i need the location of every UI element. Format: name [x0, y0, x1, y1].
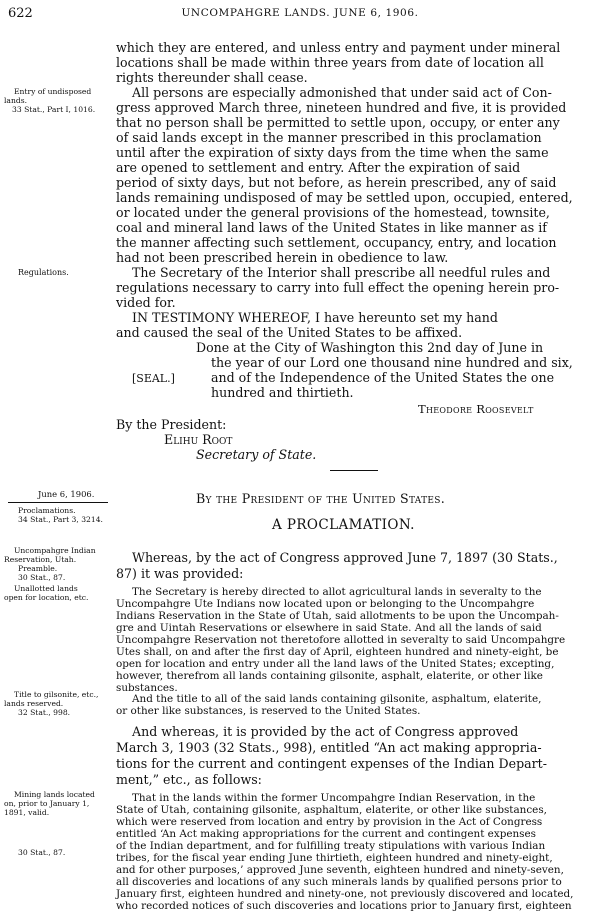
margin-note: 1891, valid. — [4, 808, 50, 817]
secretary-name: Elihu Root — [164, 432, 233, 447]
margin-note: lands. — [4, 96, 28, 105]
margin-note: Title to gilsonite, etc., — [14, 690, 99, 699]
running-header — [8, 6, 592, 24]
quote-line: State of Utah, containing gilsonite, asphaltum, elaterite, or other like substances, — [116, 804, 547, 816]
body-line: vided for. — [116, 295, 176, 310]
margin-citation: 30 Stat., 87. — [18, 573, 66, 582]
body-line: The Secretary of the Interior shall prescribe all needful rules and — [132, 265, 551, 280]
body-line: which they are entered, and unless entry and payment under mineral — [116, 40, 561, 55]
page-number: 622 — [8, 6, 33, 21]
quote-line: Utes shall, on and after the first day of April, eighteen hundred and ninety-eight, be — [116, 646, 559, 658]
margin-note: Entry of undisposed — [14, 87, 92, 96]
quote-line: all discoveries and locations of any such minerals lands by qualified persons prior to — [116, 876, 562, 888]
running-head-title: UNCOMPAHGRE LANDS. JUNE 6, 1906. — [181, 7, 419, 19]
whereas-line: 87) it was provided: — [116, 566, 244, 581]
body-line: are opened to settlement and entry. After the expiration of said — [116, 160, 521, 175]
margin-date: June 6, 1906. — [38, 489, 95, 499]
body-line: that no person shall be permitted to settle upon, occupy, or enter any — [116, 115, 560, 130]
body-line: coal and mineral land laws of the United States in like manner as if — [116, 220, 547, 235]
margin-note: Preamble. — [18, 564, 58, 573]
section-divider — [330, 470, 378, 471]
margin-citation: 33 Stat., Part I, 1016. — [12, 105, 96, 114]
body-line: lands remaining undisposed of may be settled upon, occupied, entered, — [116, 190, 573, 205]
margin-note: open for location, etc. — [4, 593, 89, 602]
body-line: period of sixty days, but not before, as herein prescribed, any of said — [116, 175, 557, 190]
margin-note: Reservation, Utah. — [4, 555, 77, 564]
margin-note: Proclamations. — [18, 506, 76, 515]
whereas-line: And whereas, it is provided by the act of Congress approved — [132, 724, 519, 739]
body-line: or located under the general provisions of the homestead, townsite, — [116, 205, 550, 220]
seal-mark: [SEAL.] — [132, 372, 175, 385]
body-line: gress approved March three, nineteen hundred and five, it is provided — [116, 100, 567, 115]
secretary-title: Secretary of State. — [196, 447, 317, 462]
body-line: until after the expiration of sixty days from the time when the same — [116, 145, 549, 160]
whereas-line: ment,” etc., as follows: — [116, 772, 262, 787]
quote-line: January first, eighteen hundred and ninety-one, not previously discovered and located, — [116, 888, 574, 900]
quote-line: Uncompahgre Ute Indians now located upon or belonging to the Uncompahgre — [116, 598, 535, 610]
body-line: of said lands except in the manner prescribed in this proclamation — [116, 130, 542, 145]
body-line: All persons are especially admonished that under said act of Con- — [132, 85, 552, 100]
quote-line: and for other purposes,’ approved June seventh, eighteen hundred and ninety-seven, — [116, 864, 564, 876]
signature-roosevelt: Theodore Roosevelt — [418, 402, 534, 416]
quote-line: entitled ‘An Act making appropriations for the current and contingent expenses — [116, 828, 536, 840]
body-line: and caused the seal of the United States to be affixed. — [116, 325, 463, 340]
whereas-line: Whereas, by the act of Congress approved June 7, 1897 (30 Stats., — [132, 550, 558, 565]
quote-line: That in the lands within the former Uncompahgre Indian Reservation, in the — [132, 792, 536, 804]
done-at-line: hundred and thirtieth. — [211, 385, 354, 400]
margin-note: Mining lands located — [14, 790, 95, 799]
quote-line: substances. — [116, 682, 178, 694]
by-the-president: By the President: — [116, 417, 227, 432]
quote-line: of the Indian department, and for fulfilling treaty stipulations with various Indian — [116, 840, 546, 852]
margin-note: Uncompahgre Indian — [14, 546, 96, 555]
quote-line: And the title to all of the said lands containing gilsonite, asphaltum, elaterite, — [132, 693, 542, 705]
quote-line: tribes, for the fiscal year ending June thirtieth, eighteen hundred and ninety-eight, — [116, 852, 553, 864]
margin-note: Regulations. — [18, 268, 69, 277]
quote-line: gre and Uintah Reservations or elsewhere in said State. And all the lands of said — [116, 622, 542, 634]
quote-line: however, therefrom all lands containing gilsonite, asphalt, elaterite, or other like — [116, 670, 543, 682]
body-line: regulations necessary to carry into full effect the opening herein pro- — [116, 280, 560, 295]
done-at-line: Done at the City of Washington this 2nd day of June in — [196, 340, 544, 355]
margin-note: lands reserved. — [4, 699, 64, 708]
whereas-line: March 3, 1903 (32 Stats., 998), entitled “An act making appropria- — [116, 740, 542, 755]
quote-line: Uncompahgre Reservation not theretofore allotted in severalty to said Uncompahgre — [116, 634, 566, 646]
done-at-line: and of the Independence of the United States the one — [211, 370, 555, 385]
quote-line: who recorded notices of such discoveries and locations prior to January first, eighteen — [116, 900, 572, 912]
proclamation-title: A PROCLAMATION. — [272, 517, 415, 533]
done-at-line: the year of our Lord one thousand nine hundred and six, — [211, 355, 573, 370]
body-line: had not been prescribed herein in obedience to law. — [116, 250, 449, 265]
margin-note: on, prior to January 1, — [4, 799, 90, 808]
margin-citation: 34 Stat., Part 3, 3214. — [18, 515, 103, 524]
quote-line: Indians Reservation in the State of Utah, said allotments to be upon the Uncompah- — [116, 610, 559, 622]
quote-line: open for location and entry under all the land laws of the United States; excepting, — [116, 658, 555, 670]
margin-citation: 32 Stat., 998. — [18, 708, 71, 717]
body-line: the manner affecting such settlement, occupancy, entry, and location — [116, 235, 557, 250]
margin-citation: 30 Stat., 87. — [18, 848, 66, 857]
margin-note: Unallotted lands — [14, 584, 78, 593]
quote-line: or other like substances, is reserved to the United States. — [116, 705, 421, 717]
quote-line: which were reserved from location and entry by provision in the Act of Congress — [116, 816, 543, 828]
quote-line: The Secretary is hereby directed to allot agricultural lands in severalty to the — [132, 586, 542, 598]
whereas-line: tions for the current and contingent expenses of the Indian Depart- — [116, 756, 547, 771]
body-line: IN TESTIMONY WHEREOF, I have hereunto set my hand — [132, 310, 498, 325]
proclamation-heading: By the President of the United States. — [196, 491, 446, 506]
body-line: rights thereunder shall cease. — [116, 70, 308, 85]
body-line: locations shall be made within three years from date of location all — [116, 55, 544, 70]
margin-rule — [8, 502, 108, 503]
